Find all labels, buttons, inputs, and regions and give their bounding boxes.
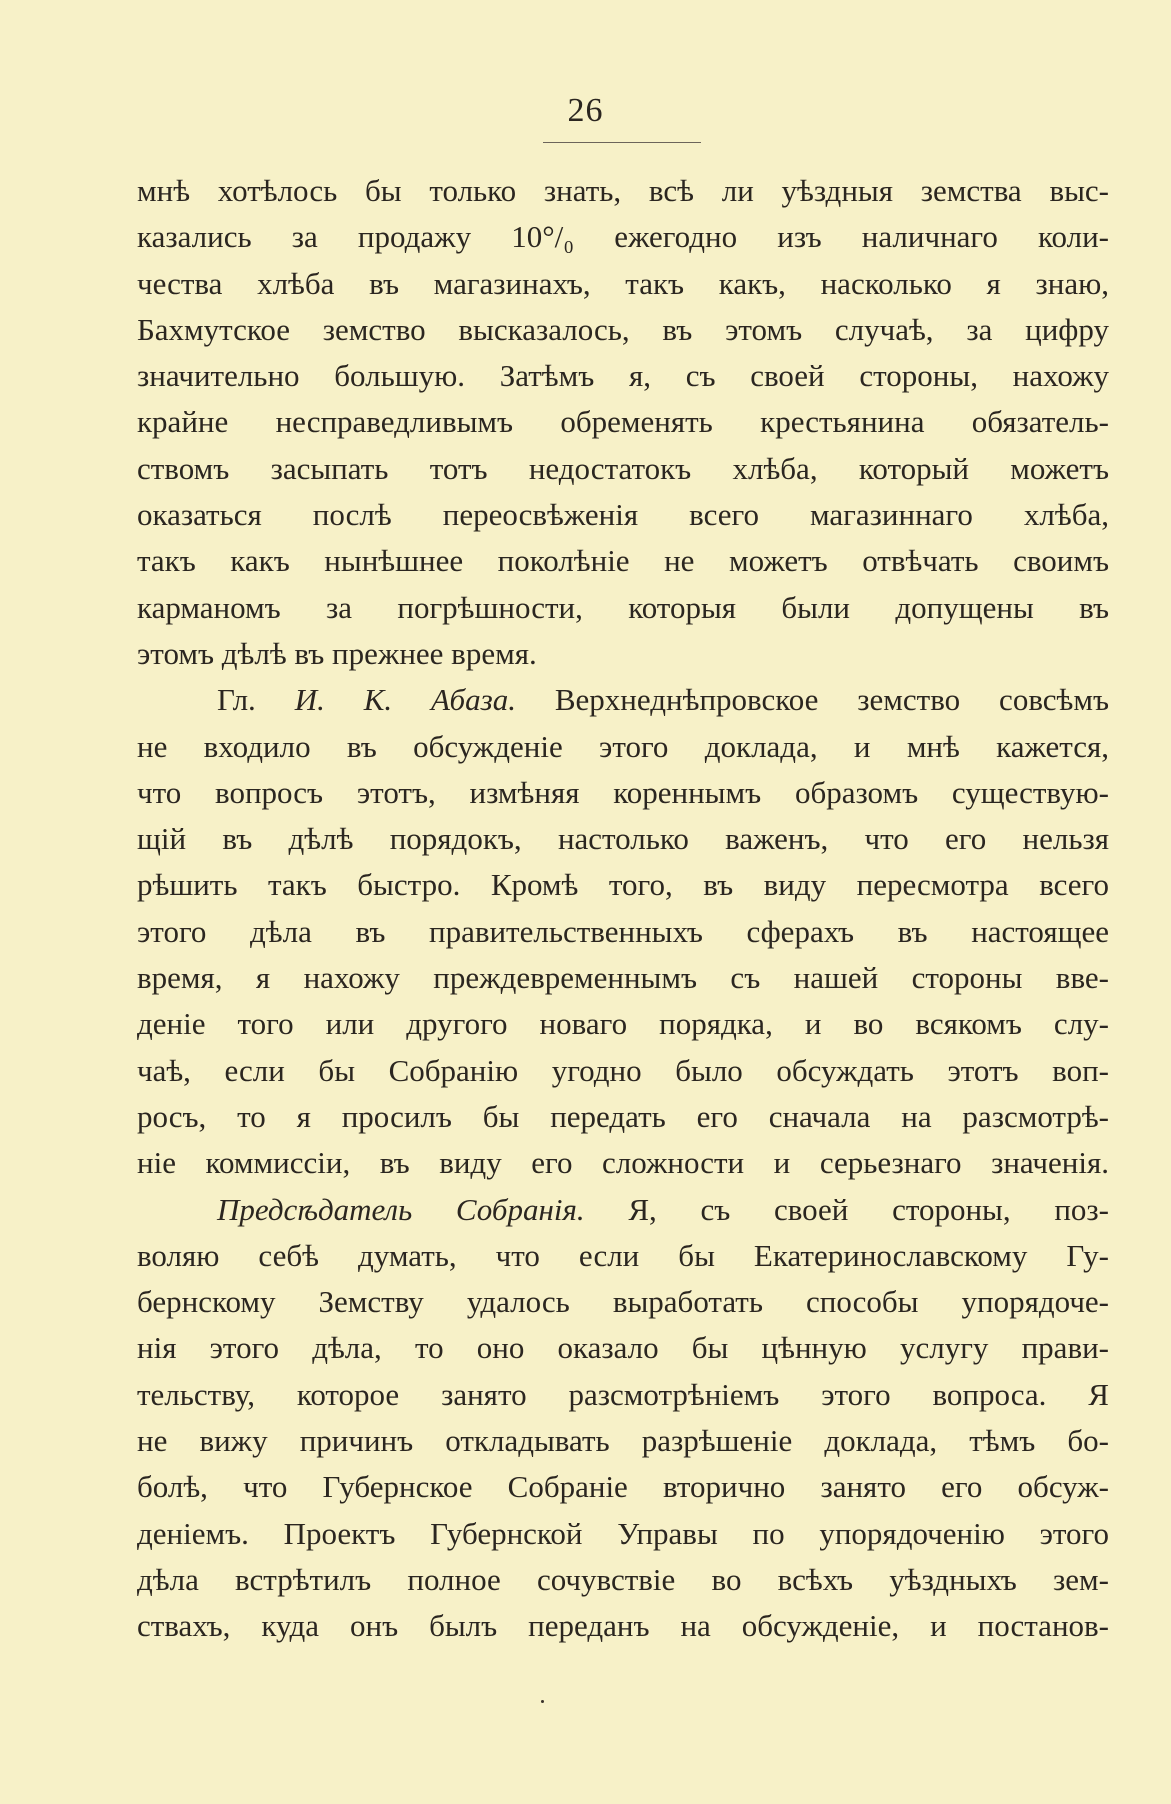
text-line: значительно большую. Затѣмъ я, съ своей стороны, нахожу <box>137 358 1109 394</box>
speaker-name: Предсѣдатель Собранія. <box>217 1191 585 1227</box>
text-line: дѣла встрѣтилъ полное сочувствіе во всѣхъ уѣздныхъ зем- <box>137 1561 1109 1597</box>
text-line: нія этого дѣла, то оно оказало бы цѣнную услугу прави- <box>137 1330 1109 1366</box>
text-line: этого дѣла въ правительственныхъ сферахъ въ настоящее <box>137 913 1109 949</box>
text-run: Я, съ своей стороны, поз- <box>628 1191 1110 1227</box>
speaker-prefix: Гл. <box>217 682 256 718</box>
text-line: болѣ, что Губернское Собраніе вторично занято его обсуж- <box>137 1469 1109 1505</box>
text-line: росъ, то я просилъ бы передать его сначала на разсмотрѣ- <box>137 1098 1109 1134</box>
text-line: время, я нахожу преждевременнымъ съ нашей стороны вве- <box>137 960 1109 996</box>
page-number: 26 <box>567 92 604 129</box>
text-line: оказаться послѣ переосвѣженія всего магазиннаго хлѣба, <box>137 497 1109 533</box>
text-line: тельству, которое занято разсмотрѣніемъ этого вопроса. Я <box>137 1376 1109 1412</box>
text-line: мнѣ хотѣлось бы только знать, всѣ ли уѣздныя земства выс- <box>137 173 1109 208</box>
text-line: рѣшить такъ быстро. Кромѣ того, въ виду пересмотра всего <box>137 867 1109 903</box>
text-line: карманомъ за погрѣшности, которыя были допущены въ <box>137 589 1109 625</box>
text-line: такъ какъ нынѣшнее поколѣніе не можетъ отвѣчать своимъ <box>137 543 1109 579</box>
text-line: ствахъ, куда онъ былъ переданъ на обсужденіе, и постанов- <box>137 1608 1109 1644</box>
body-text <box>137 168 1109 1650</box>
ink-speck <box>541 1700 544 1703</box>
text-line: не вижу причинъ откладывать разрѣшеніе доклада, тѣмъ бо- <box>137 1423 1109 1459</box>
text-line: щій въ дѣлѣ порядокъ, настолько важенъ, что его нельзя <box>137 821 1109 857</box>
text-line: деніе того или другого новаго порядка, и во всякомъ слу- <box>137 1006 1109 1042</box>
text-line: крайне несправедливымъ обременять крестьянина обязатель- <box>137 404 1109 440</box>
text-line: деніемъ. Проектъ Губернской Управы по упорядоченію этого <box>137 1515 1109 1551</box>
speaker-line <box>137 1187 1109 1233</box>
text-line: чества хлѣба въ магазинахъ, такъ какъ, насколько я знаю, <box>137 265 1109 301</box>
text-line: что вопросъ этотъ, измѣняя кореннымъ образомъ существую- <box>137 774 1109 810</box>
text-line: воляю себѣ думать, что если бы Екатеринославскому Гу- <box>137 1237 1109 1273</box>
text-line: ствомъ засыпать тотъ недостатокъ хлѣба, который можетъ <box>137 450 1109 486</box>
text-line: казались за продажу 10°/₀ ежегодно изъ наличнаго коли- <box>137 219 1109 255</box>
speaker-line <box>137 677 1109 723</box>
header-rule <box>543 142 701 143</box>
text-line: Бахмутское земство высказалось, въ этомъ случаѣ, за цифру <box>137 311 1109 347</box>
text-line: этомъ дѣлѣ въ прежнее время. <box>137 635 537 671</box>
text-line: не входило въ обсужденіе этого доклада, и мнѣ кажется, <box>137 728 1109 764</box>
text-line: бернскому Земству удалось выработать способы упорядоче- <box>137 1284 1109 1320</box>
text-run: Верхнеднѣпровское земство совсѣмъ <box>554 682 1110 718</box>
text-line: чаѣ, если бы Собранію угодно было обсуждать этотъ воп- <box>137 1052 1109 1088</box>
speaker-name: И. К. Абаза. <box>294 682 516 718</box>
text-line: ніе коммиссіи, въ виду его сложности и серьезнаго значенія. <box>137 1145 1109 1181</box>
